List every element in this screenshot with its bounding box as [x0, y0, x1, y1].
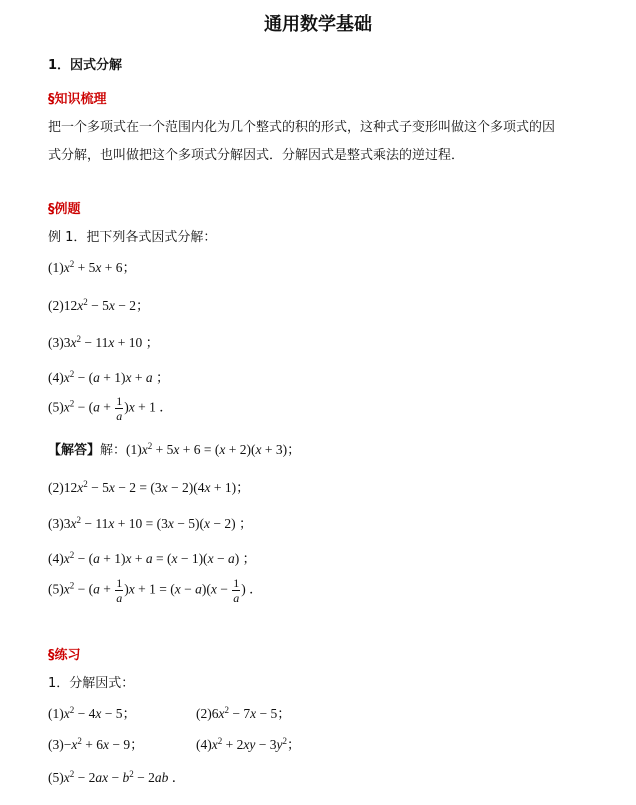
example-item-2: $(2)12x^2 - 5x - 2$；: [48, 297, 150, 313]
practice-item-3: $(3)-x^2 + 6x - 9$；: [48, 736, 144, 752]
practice-heading: §练习: [48, 648, 81, 663]
page-title: 通用数学基础: [264, 14, 372, 35]
fraction: $\frac{1}{a}$: [116, 576, 123, 605]
answer-item-5: $(5)x^2 - (a$ + $\frac{1}{a}$ )x + 1 = (x − a)(x − $\frac{1}{a}$ ) ．: [48, 576, 263, 605]
practice-item-4: $(4)x^2 + 2xy - 3y^2$；: [196, 736, 301, 752]
practice-item-5: $(5)x^2 - 2ax - b^2 - 2ab$ ．: [48, 769, 186, 785]
practice-intro: 1．分解因式：: [48, 676, 135, 691]
knowledge-heading: §知识梳理: [48, 92, 107, 107]
knowledge-line-2: 式分解，也叫做把这个多项式分解因式．分解因式是整式乘法的逆过程．: [48, 148, 465, 163]
answer-label: 【解答】: [48, 443, 101, 458]
answer-item-3: $(3)3x^2 - 11x + 10 = (3x - 5)(x - 2)$ ；: [48, 515, 253, 531]
example-item-1: $(1)x^2 + 5x + 6$；: [48, 259, 136, 275]
fraction: $\frac{1}{a}$: [116, 394, 123, 423]
practice-item-1: $(1)x^2 - 4x - 5$；: [48, 705, 136, 721]
example-item-4: $(4)x^2 - (a + 1)x + a$ ；: [48, 369, 170, 385]
practice-item-2: $(2)6x^2 - 7x - 5$；: [196, 705, 291, 721]
example-item-5: $(5)x^2 - (a$ + $\frac{1}{a}$ )x + 1 ．: [48, 394, 173, 423]
section-heading: 1．因式分解: [48, 58, 123, 73]
example-item-3: $(3)3x^2 - 11x + 10$ ；: [48, 334, 160, 350]
example-heading: §例题: [48, 202, 81, 217]
answer-prefix: 解：: [100, 443, 127, 458]
answer-item-4: $(4)x^2 - (a + 1)x + a = (x - 1)(x - a)$ ；: [48, 550, 257, 566]
fraction: $\frac{1}{a}$: [233, 576, 240, 605]
example-intro: 例 1．把下列各式因式分解：: [48, 230, 217, 245]
answer-item-1: 【解答】解：$(1)x^2 + 5x + 6 = (x + 2)(x + 3)$；: [48, 441, 301, 458]
knowledge-line-1: 把一个多项式在一个范围内化为几个整式的积的形式，这种式子变形叫做这个多项式的因: [48, 120, 556, 135]
answer-item-2: $(2)12x^2 - 5x - 2 = (3x - 2)(4x + 1)$；: [48, 479, 250, 495]
